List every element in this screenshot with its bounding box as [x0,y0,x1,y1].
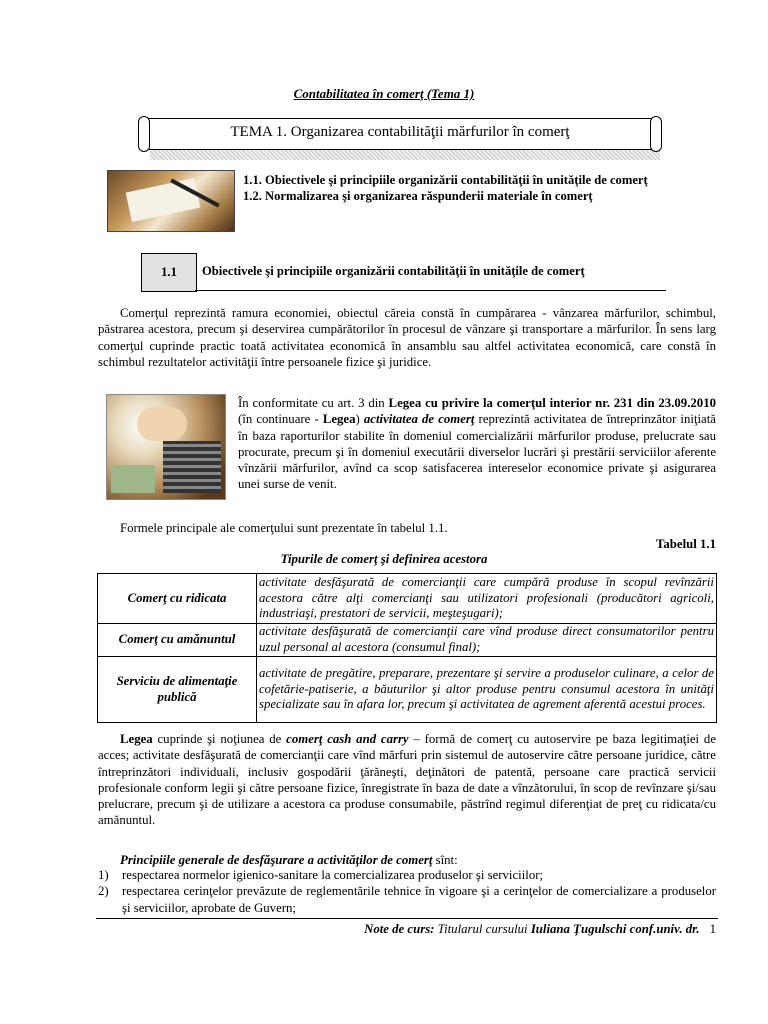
text-run: – formă de comerţ cu autoservire pe baza legitimaţiei de acces; activitate desfăşurată de comercianţii care vînd mărfuri prin sistemul de autoservire către persoane juridice, către întreprinzători individuali, inclusiv gospodării ţărăneşti, deţinători de patentă, persoane care practică servicii profesionale conform legii şi către persoane fizice, înregistrate în baza de date a vînzătorului, în scop de revînzare şi/sau prelucrare, precum şi de utilizare a acestora ca produse consumabile, păstrînd regimul diferenţiat de preţ cu ridicata/cu amănuntul. [98,732,716,828]
section-title: Obiectivele şi principiile organizării contabilităţii în unităţile de comerţ [202,264,585,278]
objective-item: 1.1. Obiectivele şi principiile organizării contabilităţii în unităţile de comerţ [243,173,648,187]
table-definition: activitate desfăşurată de comercianţii care cumpără produse în scopul revînzării acestora către alţi comercianţi sau utilizatori profesionali (producători agricoli, industriaşi, prestatori de servicii, meşteşugari); [257,574,717,624]
text-run: (în continuare - [238,412,323,427]
footer-text: Titularul cursului [434,922,531,936]
page-footer [364,922,716,937]
text-run: ) [355,412,364,427]
principles-intro [120,852,716,868]
title-banner [138,116,662,156]
term-cash-and-carry: comerţ cash and carry [286,732,409,746]
law-short-name: Legea [120,732,153,746]
document-signing-photo [107,170,235,232]
text-run: reprezintă activitatea de întreprinzător iniţiată în baza raporturilor stabilite în domeniul comercializării mărfurilor produse, prelucrate sau procurate, precum şi în domeniul executării diverselor lucrări şi prestării serviciilor aferente vînzării mărfurilor, avînd ca scop satisfacerea intereselor economice private şi asigurarea unei surse de venit. [238,412,716,492]
footer-author: Iuliana Ţugulschi conf.univ. dr. [530,922,700,936]
objective-item: 1.2. Normalizarea şi organizarea răspunderii materiale în comerţ [243,189,593,203]
table-definition: activitate desfăşurată de comercianţii care vînd produse direct consumatorilor pentru uzul personal al acestora (consumul final); [257,624,717,657]
list-item [98,867,716,883]
list-text: respectarea cerinţelor prevăzute de reglementările tehnice în vigoare şi a cerinţelor de comercializare a produselor şi serviciilor, aprobate de Guvern; [122,884,716,915]
paragraph-law-reference [238,395,716,493]
section-number: 1.1 [141,253,197,292]
footer-divider [96,918,718,919]
principles-list [98,867,716,916]
photo-banknote [111,465,155,493]
paragraph-table-intro: Formele principale ale comerţului sunt prezentate în tabelul 1.1. [120,521,448,535]
list-item [98,883,716,916]
law-title: Legea cu privire la comerţul interior nr. 231 din 23.09.2010 [388,396,716,410]
objectives-list [243,172,715,204]
calculator-money-photo [106,394,226,500]
commerce-types-table [97,573,717,723]
table-row [98,624,717,657]
text-run: cuprinde şi noţiunea de [152,732,287,746]
law-short-name: Legea [322,412,356,427]
photo-calculator [163,441,221,493]
banner-title: TEMA 1. Organizarea contabilităţii mărfurilor în comerţ [230,124,570,140]
table-term: Serviciu de alimentaţie publică [98,657,257,723]
footer-label: Note de curs: [364,922,435,936]
text-run: sînt: [432,853,458,867]
paragraph-commerce-definition: Comerţul reprezintă ramura economiei, obiectul căreia constă în cumpărarea - vânzarea mărfurilor, schimbul, păstrarea acestora, precum şi deservirea cumpărătorilor în procesul de vânzare şi transportare a mărfurilor. În sens larg comerţul cuprinde practic toată activitatea economică în ansamblu sau altfel activitatea economică, care constă în schimbul rezultatelor activităţii între persoanele fizice şi juridice. [98,306,716,369]
table-row [98,657,717,723]
running-header: Contabilitatea în comerţ (Tema 1) [293,86,475,101]
table-number: Tabelul 1.1 [656,537,716,551]
photo-paper [126,178,201,222]
photo-hand [137,407,187,441]
table-caption: Tipurile de comerţ şi definirea acestora [280,552,488,566]
table-term: Comerţ cu ridicata [98,574,257,624]
section-underline [195,290,666,291]
table-definition: activitate de pregătire, preparare, prezentare şi servire a produselor culinare, a celor de cofetărie-patiserie, a băuturilor şi altor produse pentru consumul acestora în unităţi specializate sau în afara lor, precum şi activitatea de agrement aferentă acestui proces. [257,657,717,723]
paragraph-cash-and-carry [98,731,716,829]
text-run: În conformitate cu art. 3 din [238,396,389,410]
page-number: 1 [709,922,716,936]
term-commerce-activity: activitatea de comerţ [363,412,475,427]
table-row [98,574,717,624]
list-number: 1) [98,868,109,882]
list-number: 2) [98,884,109,899]
table-term: Comerţ cu amănuntul [98,624,257,657]
principles-heading: Principiile generale de desfăşurare a activităţilor de comerţ [120,853,433,867]
list-text: respectarea normelor igienico-sanitare la comercializarea produselor şi serviciilor; [122,868,544,882]
